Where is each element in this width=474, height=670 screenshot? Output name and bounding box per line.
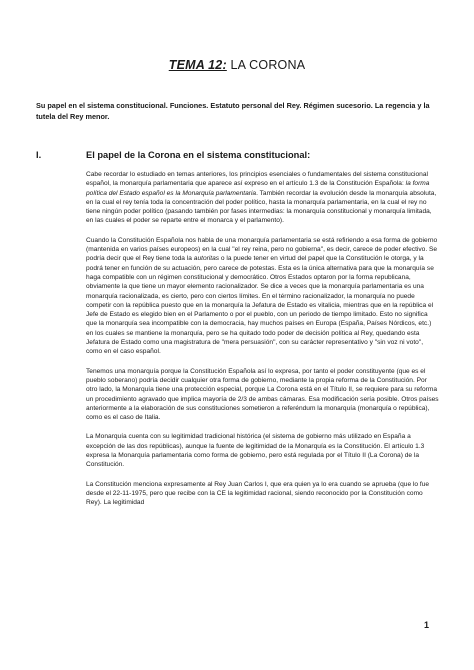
paragraph-text: La Constitución menciona expresamente al Rey Juan Carlos I, que era quien ya lo era cuando se aprueba (que lo fue desde el 22-11-1975, pero que recibe con la CE la legitimidad racional, siendo reconocido por la Constitución como Rey). La legitimidad (86, 480, 430, 507)
title-topic-name: LA CORONA (226, 58, 306, 72)
section-number: I. (36, 150, 42, 160)
paragraph (86, 367, 440, 423)
paragraph-quote: la forma política del Estado español es la Monarquía parlamentaria (86, 180, 430, 197)
paragraph-text: Cuando la Constitución Española nos habla de una monarquía parlamentaria se está refiriendo a esa forma de gobierno (mantenida en varios países europeos) en la cual "el rey reina, pero no gobierna", es decir, carece de poder efectivo. Se podría decir que el Rey tiene toda la (86, 236, 438, 263)
paragraph-text: La Monarquía cuenta con su legitimidad tradicional histórica (el sistema de gobierno más utilizado en España a excepción de las dos repúblicas), aunque la fuente de legitimidad de la Monarquía es la Constitución. El artículo 1.3 expresa la Monarquía parlamentaria como forma de gobierno, pero está regulada por el Título II (La Corona) de la Constitución. (86, 433, 425, 469)
topic-summary: Su papel en el sistema constitucional. Funciones. Estatuto personal del Rey. Régimen sucesorio. La regencia y la tutela del Rey menor. (36, 101, 430, 121)
paragraph-term: autoritas (193, 255, 220, 263)
paragraph (86, 236, 440, 357)
paragraph-text: . También recordar la evolución desde la monarquía absoluta, en la cual el rey tenía toda la concentración del poder político, hasta la monarquía parlamentaria, en la cual el rey no tiene ningún poder político (pasando también por fases intermedias: la monarquía constitucional y monarquía limitada, en las cuales el poder se reparte entre el monarca y el parlamento). (86, 189, 437, 225)
page-number: 1 (424, 620, 430, 630)
section-title: El papel de la Corona en el sistema constitucional: (86, 150, 311, 160)
title-topic-number: TEMA 12: (168, 58, 227, 72)
document-title (0, 58, 474, 72)
paragraph-text: o la puede tener en virtud del papel que la Constitución le otorga, y la podrá tener en función de su actuación, pero carece de potestas. Esta es la única alternativa para que la monarquía se haga compatible con un régimen constitucional y democrático. Otros Estados optaron por la forma republicana, obviamente la que tiene un mayor elemento racionalizador. Se dice a veces que la monarquía parlamentaria es una monarquía racionalizada, es cierto, pero con ciertos límites. En el término racionalizador, la monarquía no puede competir con la república puesto que en la monarquía la Jefatura de Estado es vitalicia, mientras que en la república el Jefe de Estado es elegido bien en el Parlamento o por el pueblo, con un periodo de tiempo limitado. Esto no significa que la monarquía sea incompatible con la democracia, hay muchos países en Europa (España, Países Nórdicos, etc.) en los cuales se mantiene la monarquía, pero se ha quitado todo poder de decisión política al Rey, quedando esta Jefatura de Estado como una magistratura de "mera persuasión", con su carácter representativo y "sin voz ni voto", como en el caso español. (86, 255, 434, 356)
paragraph (86, 432, 440, 469)
paragraph (86, 480, 440, 508)
paragraph (86, 170, 440, 226)
paragraph-text: Tenemos una monarquía porque la Constitución Española así lo expresa, por tanto el poder constituyente (que es el pueblo soberano) podría decidir cualquier otra forma de gobierno, mediante la propia reforma de la Constitución. Por otro lado, la Monarquía tiene una protección especial, porque La Corona está en el Título II, se requiere para su reforma un procedimiento agravado que implica mayoría de 2/3 de ambas cámaras. Esa modificación sería posible. Otros países anteriormente a la elaboración de sus constituciones sometieron a referéndum la monarquía (monarquía o república), como es el caso de Italia. (86, 367, 439, 422)
section-heading (36, 150, 440, 160)
paragraph-text: Cabe recordar lo estudiado en temas anteriores, los principios esenciales o fundamentales del sistema constitucional español, la monarquía parlamentaria que aparece así expreso en el artículo 1.3 de la Constitución Española: (86, 171, 428, 188)
body-text (86, 170, 440, 518)
